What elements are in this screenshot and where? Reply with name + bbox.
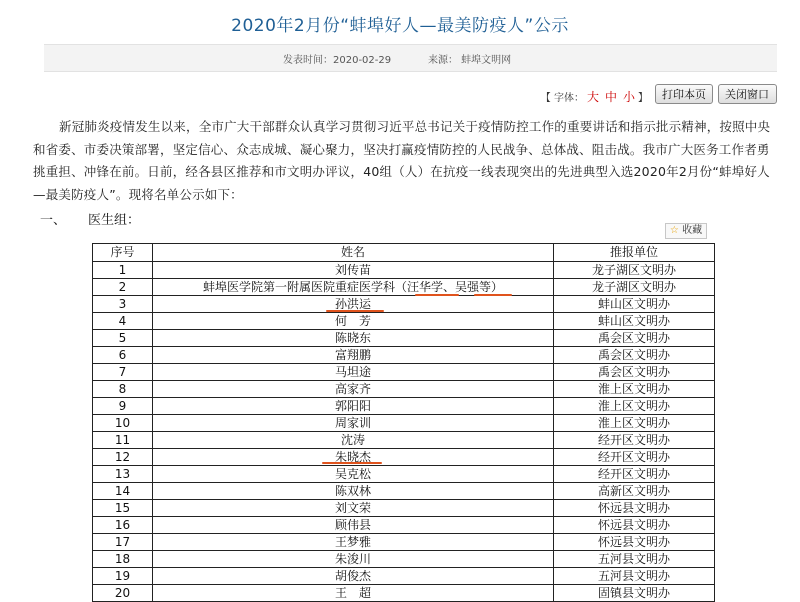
- row-number-cell: 15: [93, 500, 153, 517]
- row-number-cell: 2: [93, 279, 153, 296]
- source-label: 来源： 蚌埠文明网: [428, 55, 512, 66]
- row-number-cell: 7: [93, 364, 153, 381]
- row-number-cell: 11: [93, 432, 153, 449]
- row-name-cell: 王 超: [153, 585, 554, 602]
- roster-table: [92, 243, 715, 602]
- row-number-cell: 4: [93, 313, 153, 330]
- row-number-cell: 16: [93, 517, 153, 534]
- table-row: [93, 585, 715, 602]
- table-row: [93, 313, 715, 330]
- row-unit-cell: 禹会区文明办: [554, 347, 715, 364]
- annotation-underline: [415, 294, 459, 296]
- row-name-cell: 刘传苗: [153, 262, 554, 279]
- row-unit-cell: 淮上区文明办: [554, 415, 715, 432]
- row-name-cell: 孙洪运: [153, 296, 554, 313]
- table-row: [93, 296, 715, 313]
- row-name-cell: 朱晓杰: [153, 449, 554, 466]
- table-row: [93, 466, 715, 483]
- row-name-cell: 马坦途: [153, 364, 554, 381]
- table-row: [93, 517, 715, 534]
- annotation-underline: [322, 462, 382, 464]
- table-row: [93, 415, 715, 432]
- row-name-cell: 周家训: [153, 415, 554, 432]
- row-name-cell: 富翔鹏: [153, 347, 554, 364]
- row-unit-cell: 五河县文明办: [554, 551, 715, 568]
- page-title: 2020年2月份“蚌埠好人—最美防疫人”公示: [231, 16, 569, 36]
- star-icon: ☆: [669, 225, 679, 236]
- table-row: [93, 534, 715, 551]
- row-name-cell: 顾伟县: [153, 517, 554, 534]
- font-large-link[interactable]: 大: [586, 90, 599, 104]
- row-name-cell: 高家齐: [153, 381, 554, 398]
- header-unit: 推报单位: [554, 244, 715, 262]
- row-number-cell: 13: [93, 466, 153, 483]
- row-unit-cell: 经开区文明办: [554, 432, 715, 449]
- table-row: [93, 398, 715, 415]
- row-name-cell: 郭阳阳: [153, 398, 554, 415]
- font-size-control: [541, 88, 648, 105]
- row-unit-cell: 淮上区文明办: [554, 398, 715, 415]
- table-row: [93, 568, 715, 585]
- row-unit-cell: 经开区文明办: [554, 466, 715, 483]
- row-unit-cell: 龙子湖区文明办: [554, 262, 715, 279]
- table-row: [93, 500, 715, 517]
- row-unit-cell: 龙子湖区文明办: [554, 279, 715, 296]
- row-unit-cell: 高新区文明办: [554, 483, 715, 500]
- row-unit-cell: 怀远县文明办: [554, 534, 715, 551]
- row-number-cell: 8: [93, 381, 153, 398]
- print-button[interactable]: 打印本页: [655, 84, 713, 104]
- row-name-cell: 何 芳: [153, 313, 554, 330]
- favorite-button[interactable]: [665, 223, 707, 239]
- table-row: [93, 483, 715, 500]
- table-row: [93, 381, 715, 398]
- font-label-suffix: 】: [638, 93, 648, 104]
- row-name-cell: 蚌埠医学院第一附属医院重症医学科（汪华学、吴强等）: [153, 279, 554, 296]
- annotation-underline: [326, 310, 384, 312]
- row-unit-cell: 五河县文明办: [554, 568, 715, 585]
- section-heading: [40, 209, 140, 228]
- table-row: [93, 449, 715, 466]
- row-name-cell: 朱浚川: [153, 551, 554, 568]
- table-row: [93, 551, 715, 568]
- row-unit-cell: 怀远县文明办: [554, 500, 715, 517]
- font-medium-link[interactable]: 中: [604, 90, 617, 104]
- row-name-cell: 陈双林: [153, 483, 554, 500]
- row-name-cell: 胡俊杰: [153, 568, 554, 585]
- row-number-cell: 14: [93, 483, 153, 500]
- row-number-cell: 6: [93, 347, 153, 364]
- row-number-cell: 3: [93, 296, 153, 313]
- row-number-cell: 18: [93, 551, 153, 568]
- publish-time: 发表时间：2020-02-29: [283, 55, 392, 66]
- close-window-button[interactable]: 关闭窗口: [718, 84, 777, 104]
- row-name-cell: 王梦雅: [153, 534, 554, 551]
- row-unit-cell: 禹会区文明办: [554, 364, 715, 381]
- row-number-cell: 17: [93, 534, 153, 551]
- row-number-cell: 12: [93, 449, 153, 466]
- table-row: [93, 347, 715, 364]
- table-row: [93, 432, 715, 449]
- row-unit-cell: 怀远县文明办: [554, 517, 715, 534]
- table-row: [93, 262, 715, 279]
- article-intro: 新冠肺炎疫情发生以来，全市广大干部群众认真学习贯彻习近平总书记关于疫情防控工作的重要讲话和指示批示精神，按照中央和省委、市委决策部署，坚定信心、众志成城、凝心聚力，坚决打赢疫情防控的人民战争、总体战、阻击战。我市广大医务工作者勇挑重担、冲锋在前。日前，经各县区推荐和市文明办评议，40组（人）在抗疫一线表现突出的先进典型入选2020年2月份“蚌埠好人—最美防疫人”。现将名单公示如下：: [33, 119, 771, 202]
- row-number-cell: 19: [93, 568, 153, 585]
- section-number: 一、: [40, 213, 67, 228]
- header-number: 序号: [93, 244, 153, 262]
- row-name-cell: 陈晓东: [153, 330, 554, 347]
- row-name-cell: 吴克松: [153, 466, 554, 483]
- row-unit-cell: 固镇县文明办: [554, 585, 715, 602]
- row-unit-cell: 经开区文明办: [554, 449, 715, 466]
- row-name-cell: 刘文荣: [153, 500, 554, 517]
- row-unit-cell: 蚌山区文明办: [554, 313, 715, 330]
- row-number-cell: 1: [93, 262, 153, 279]
- table-row: [93, 330, 715, 347]
- row-number-cell: 9: [93, 398, 153, 415]
- table-header-row: [93, 244, 715, 262]
- table-row: [93, 279, 715, 296]
- font-label-prefix: 【 字体：: [540, 93, 584, 104]
- row-unit-cell: 禹会区文明办: [554, 330, 715, 347]
- row-number-cell: 10: [93, 415, 153, 432]
- row-number-cell: 5: [93, 330, 153, 347]
- header-name: 姓名: [153, 244, 554, 262]
- row-unit-cell: 蚌山区文明办: [554, 296, 715, 313]
- annotation-underline: [474, 294, 512, 296]
- favorite-label: 收藏: [682, 225, 703, 236]
- row-unit-cell: 淮上区文明办: [554, 381, 715, 398]
- row-name-cell: 沈涛: [153, 432, 554, 449]
- meta-bar: [44, 44, 777, 72]
- row-number-cell: 20: [93, 585, 153, 602]
- section-title: 医生组：: [88, 213, 141, 228]
- table-row: [93, 364, 715, 381]
- font-small-link[interactable]: 小: [622, 90, 635, 104]
